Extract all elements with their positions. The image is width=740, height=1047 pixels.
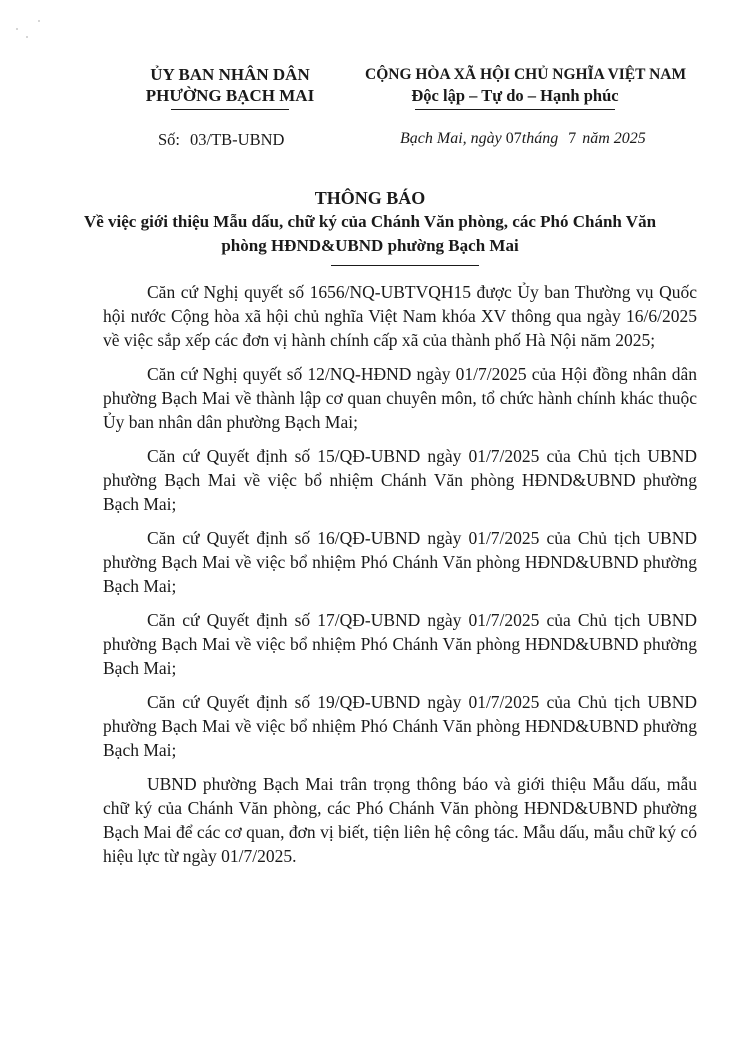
date-month: 7: [568, 130, 577, 147]
date-day: 07: [505, 130, 522, 147]
date-year: năm 2025: [582, 130, 646, 147]
body-paragraph: Căn cứ Quyết định số 16/QĐ-UBND ngày 01/7/2025 của Chủ tịch UBND phường Bạch Mai về việc bổ nhiệm Phó Chánh Văn phòng HĐND&UBND phường Bạch Mai;: [103, 528, 697, 596]
document-body: [103, 280, 697, 878]
body-paragraph: Căn cứ Quyết định số 17/QĐ-UBND ngày 01/7/2025 của Chủ tịch UBND phường Bạch Mai về việc bổ nhiệm Phó Chánh Văn phòng HĐND&UBND phường Bạch Mai;: [103, 610, 697, 678]
document-subject: Về việc giới thiệu Mẫu dấu, chữ ký của Chánh Văn phòng, các Phó Chánh Văn phòng HĐND&UBND phường Bạch Mai: [83, 212, 657, 255]
date-month-label: tháng: [521, 130, 559, 147]
national-header: [365, 64, 687, 110]
motto-underline: [415, 109, 615, 110]
nation-name: CỘNG HÒA XÃ HỘI CHỦ NGHĨA VIỆT NAM: [365, 66, 687, 83]
title-divider: [331, 265, 479, 266]
date-place: Bạch Mai, ngày: [400, 130, 502, 147]
title-block: [60, 186, 680, 258]
scan-speck: [38, 20, 40, 22]
issuing-agency: [120, 64, 340, 110]
doc-number-label: Số:: [158, 130, 181, 149]
national-motto: Độc lập – Tự do – Hạnh phúc: [411, 86, 619, 105]
body-paragraph: UBND phường Bạch Mai trân trọng thông báo và giới thiệu Mẫu dấu, mẫu chữ ký của Chánh Văn phòng, các Phó Chánh Văn phòng HĐND&UBND phường Bạch Mai để các cơ quan, đơn vị biết, tiện liên hệ công tác. Mẫu dấu, mẫu chữ ký có hiệu lực từ ngày 01/7/2025.: [103, 774, 697, 866]
document-number: [158, 130, 284, 150]
body-paragraph: Căn cứ Quyết định số 19/QĐ-UBND ngày 01/7/2025 của Chủ tịch UBND phường Bạch Mai về việc bổ nhiệm Phó Chánh Văn phòng HĐND&UBND phường Bạch Mai;: [103, 692, 697, 760]
body-paragraph: Căn cứ Nghị quyết số 12/NQ-HĐND ngày 01/7/2025 của Hội đồng nhân dân phường Bạch Mai về thành lập cơ quan chuyên môn, tổ chức hành chính khác thuộc Ủy ban nhân dân phường Bạch Mai;: [103, 364, 697, 432]
document-type-title: THÔNG BÁO: [314, 188, 426, 208]
date-line: [400, 130, 646, 148]
doc-number-value: 03/TB-UBND: [190, 130, 285, 149]
scan-speck: [26, 36, 28, 38]
agency-line-1: ỦY BAN NHÂN DÂN: [150, 65, 310, 84]
body-paragraph: Căn cứ Nghị quyết số 1656/NQ-UBTVQH15 được Ủy ban Thường vụ Quốc hội nước Cộng hòa xã hội chủ nghĩa Việt Nam khóa XV thông qua ngày 16/6/2025 về việc sắp xếp các đơn vị hành chính cấp xã của thành phố Hà Nội năm 2025;: [103, 282, 697, 350]
agency-line-2: PHƯỜNG BẠCH MAI: [145, 86, 315, 105]
agency-underline: [171, 109, 289, 110]
body-paragraph: Căn cứ Quyết định số 15/QĐ-UBND ngày 01/7/2025 của Chủ tịch UBND phường Bạch Mai về việc bổ nhiệm Chánh Văn phòng HĐND&UBND phường Bạch Mai;: [103, 446, 697, 514]
scan-speck: [16, 28, 18, 30]
